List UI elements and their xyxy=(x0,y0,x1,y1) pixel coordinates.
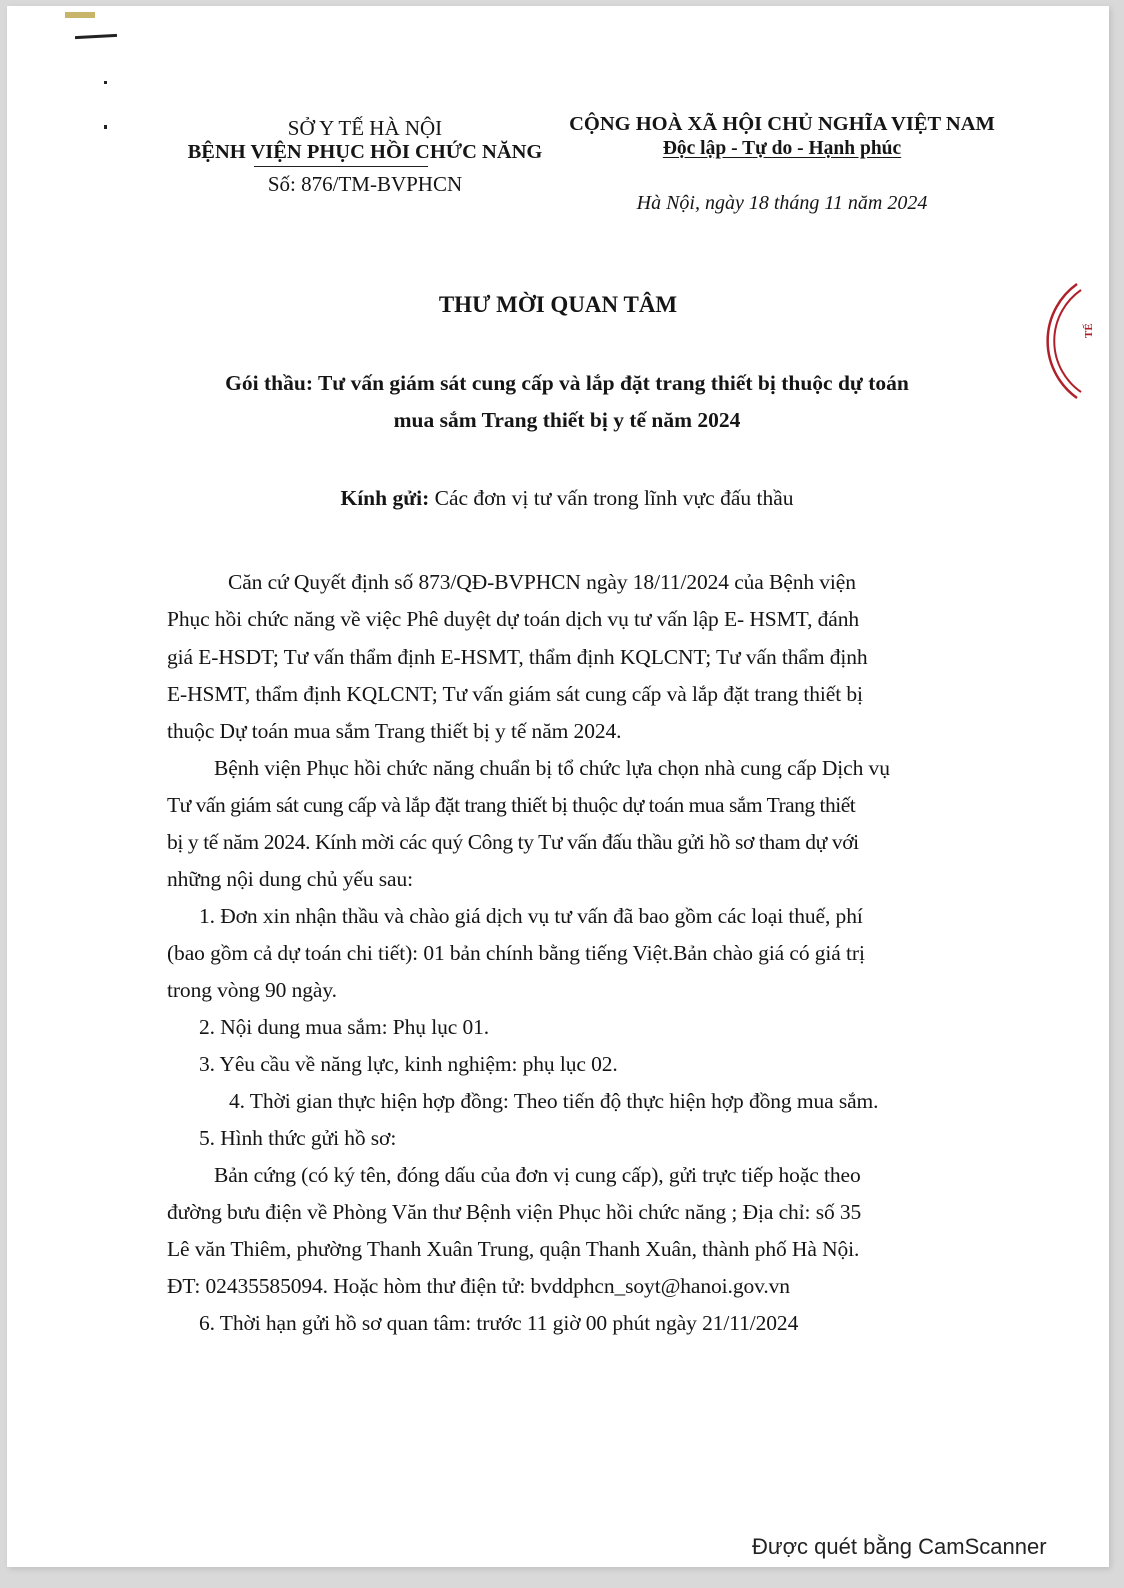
item-5: 5. Hình thức gửi hồ sơ: xyxy=(199,1126,397,1150)
item-6: 6. Thời hạn gửi hồ sơ quan tâm: trước 11 giờ 00 phút ngày 21/11/2024 xyxy=(199,1311,799,1335)
scan-edge-mark xyxy=(65,12,95,18)
pen-dot xyxy=(104,125,107,129)
official-stamp-partial xyxy=(1037,276,1109,406)
recipient-text: Các đơn vị tư vấn trong lĩnh vực đấu thầu xyxy=(429,486,794,510)
recipient-line xyxy=(107,486,1027,511)
paragraph-1-line: Phục hồi chức năng về việc Phê duyệt dự toán dịch vụ tư vấn lập E- HSMT, đánh xyxy=(167,607,860,631)
item-3: 3. Yêu cầu về năng lực, kinh nghiệm: phụ lục 02. xyxy=(199,1052,618,1076)
item-5-detail-line: đường bưu điện về Phòng Văn thư Bệnh viện Phục hồi chức năng ; Địa chỉ: số 35 xyxy=(167,1200,862,1224)
item-5-detail-line: Lê văn Thiêm, phường Thanh Xuân Trung, quận Thanh Xuân, thành phố Hà Nội. xyxy=(167,1237,860,1261)
document-number: Số: 876/TM-BVPHCN xyxy=(267,172,463,196)
agency-name: SỞ Y TẾ HÀ NỘI xyxy=(287,116,443,140)
paragraph-1-line: thuộc Dự toán mua sắm Trang thiết bị y tế năm 2024. xyxy=(167,719,622,743)
item-5-detail-line: Bản cứng (có ký tên, đóng dấu của đơn vị cung cấp), gửi trực tiếp hoặc theo xyxy=(214,1163,861,1187)
paragraph-2-line: bị y tế năm 2024. Kính mời các quý Công ty Tư vấn đấu thầu gửi hồ sơ tham dự với xyxy=(167,830,859,854)
country-name: CỘNG HOÀ XÃ HỘI CHỦ NGHĨA VIỆT NAM xyxy=(569,113,995,135)
camscanner-watermark: Được quét bằng CamScanner xyxy=(752,1534,1047,1559)
package-line-2: mua sắm Trang thiết bị y tế năm 2024 xyxy=(393,408,741,432)
item-1-line: (bao gồm cả dự toán chi tiết): 01 bản chính bằng tiếng Việt.Bản chào giá có giá trị xyxy=(167,941,865,965)
document-page xyxy=(7,6,1109,1567)
item-2: 2. Nội dung mua sắm: Phụ lục 01. xyxy=(199,1015,490,1039)
paragraph-2-line: Tư vấn giám sát cung cấp và lắp đặt trang thiết bị thuộc dự toán mua sắm Trang thiết xyxy=(167,793,856,817)
package-line-1: Gói thầu: Tư vấn giám sát cung cấp và lắp đặt trang thiết bị thuộc dự toán xyxy=(225,371,909,395)
paragraph-2-line: Bệnh viện Phục hồi chức năng chuẩn bị tổ chức lựa chọn nhà cung cấp Dịch vụ xyxy=(214,756,890,780)
pen-dot xyxy=(104,81,107,84)
stamp-text: TẾ xyxy=(1083,323,1095,338)
stamp-outer-ring xyxy=(1048,284,1077,398)
item-4: 4. Thời gian thực hiện hợp đồng: Theo tiến độ thực hiện hợp đồng mua sắm. xyxy=(229,1089,879,1113)
recipient-label: Kính gửi: xyxy=(340,486,430,510)
hospital-underline xyxy=(254,166,428,167)
item-1-line: 1. Đơn xin nhận thầu và chào giá dịch vụ tư vấn đã bao gồm các loại thuế, phí xyxy=(199,904,863,928)
motto-text: Độc lập - Tự do - Hạnh phúc xyxy=(662,138,902,159)
paragraph-1-line: giá E-HSDT; Tư vấn thẩm định E-HSMT, thẩm định KQLCNT; Tư vấn thẩm định xyxy=(167,645,868,669)
paragraph-2-line: những nội dung chủ yếu sau: xyxy=(167,867,414,891)
item-5-detail-line: ĐT: 02435585094. Hoặc hòm thư điện tử: bvddphcn_soyt@hanoi.gov.vn xyxy=(167,1274,790,1298)
document-title: THƯ MỜI QUAN TÂM xyxy=(438,292,678,317)
place-date: Hà Nội, ngày 18 tháng 11 năm 2024 xyxy=(636,192,928,214)
paragraph-1-line: Căn cứ Quyết định số 873/QĐ-BVPHCN ngày 18/11/2024 của Bệnh viện xyxy=(228,570,856,594)
hospital-name: BỆNH VIỆN PHỤC HỒI CHỨC NĂNG xyxy=(187,141,543,163)
item-1-line: trong vòng 90 ngày. xyxy=(167,978,337,1002)
pen-mark xyxy=(75,34,117,39)
national-motto xyxy=(557,138,1007,160)
paragraph-1-line: E-HSMT, thẩm định KQLCNT; Tư vấn giám sát cung cấp và lắp đặt trang thiết bị xyxy=(167,682,863,706)
